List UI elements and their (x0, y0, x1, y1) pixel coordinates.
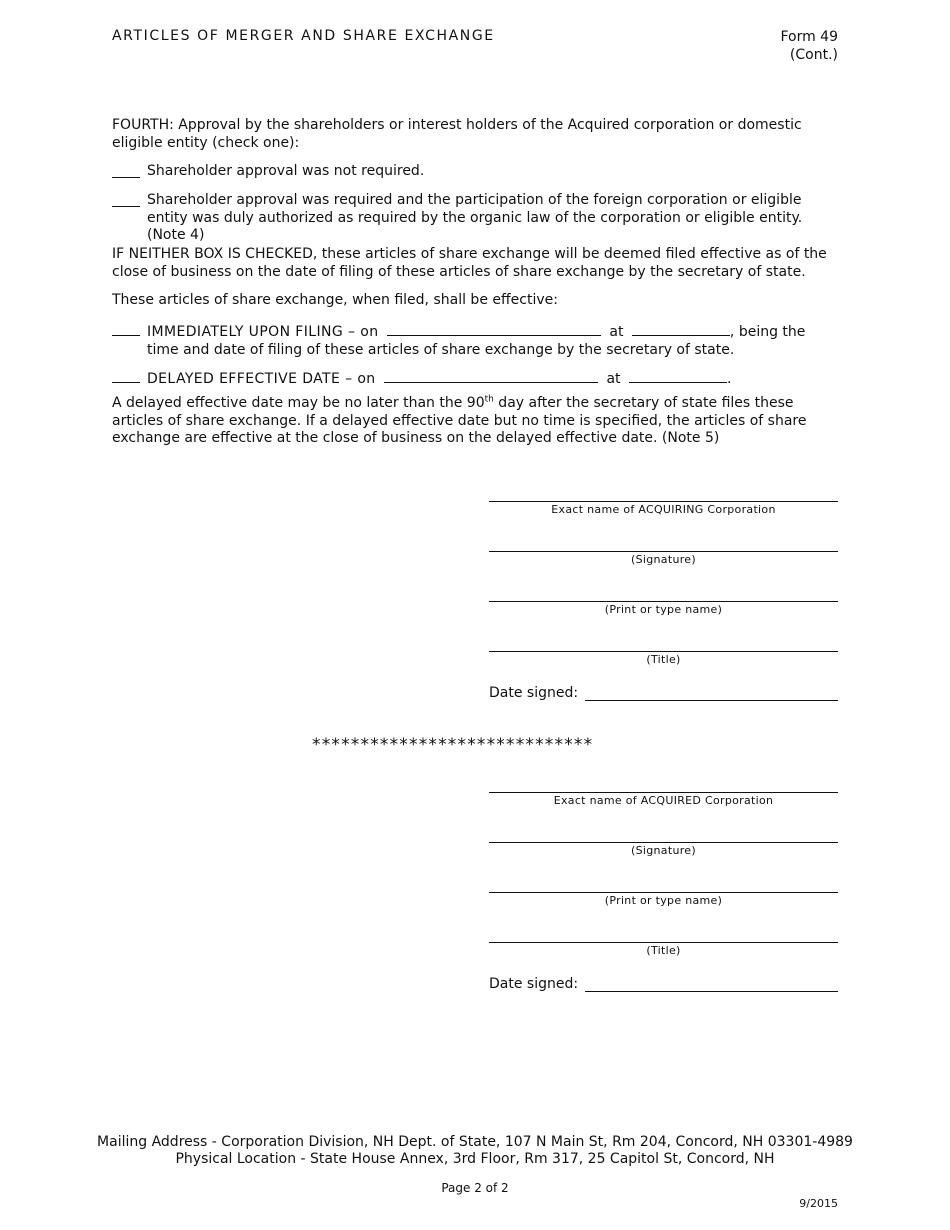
acquiring-title-field[interactable] (489, 651, 838, 652)
approval-option-not-required (112, 163, 840, 181)
delayed-time-field[interactable] (629, 368, 727, 383)
form-number-label: Form 49 (780, 29, 838, 45)
neither-box-checked-text: IF NEITHER BOX IS CHECKED, these articles of share exchange will be deemed filed effective as of the close of business on the date of filing of these articles of share exchange by the secretary of state. (112, 246, 827, 280)
fourth-article-text: FOURTH: Approval by the shareholders or interest holders of the Acquired corporation or domestic eligible entity (check one): (112, 117, 802, 151)
acquired-signature-label: (Signature) (631, 844, 696, 857)
immediate-time-field[interactable] (632, 321, 730, 336)
delayed-label: DELAYED EFFECTIVE DATE – on (147, 371, 376, 387)
acquired-name-label: Exact name of ACQUIRED Corporation (553, 794, 774, 807)
approval-required-checkbox[interactable] (112, 192, 140, 207)
physical-location: Physical Location - State House Annex, 3rd Floor, Rm 317, 25 Capitol St, Concord, NH (175, 1151, 775, 1167)
approval-option-1-text: Shareholder approval was not required. (147, 163, 425, 179)
acquired-print-name-label: (Print or type name) (604, 894, 723, 907)
acquiring-name-field[interactable] (489, 501, 838, 502)
acquiring-title-label: (Title) (646, 653, 681, 666)
approval-option-required (112, 192, 840, 245)
form-number (780, 28, 838, 64)
acquired-signature-field[interactable] (489, 842, 838, 843)
acquired-title-label: (Title) (646, 944, 681, 957)
page-number: Page 2 of 2 (441, 1181, 509, 1195)
acquiring-date-field[interactable] (585, 700, 838, 701)
acquired-title-field[interactable] (489, 942, 838, 943)
delayed-at-label: at (606, 371, 621, 387)
delayed-date-field[interactable] (384, 368, 598, 383)
immediate-continuation-text: time and date of filing of these articles of share exchange by the secretary of state. (147, 341, 735, 358)
delayed-period: . (727, 371, 732, 387)
immediate-date-field[interactable] (387, 321, 601, 336)
acquired-date-field[interactable] (585, 991, 838, 992)
acquiring-date-label: Date signed: (489, 685, 579, 701)
delayed-note-superscript: th (484, 394, 494, 405)
acquiring-name-label: Exact name of ACQUIRING Corporation (551, 503, 776, 516)
approval-not-required-checkbox[interactable] (112, 163, 140, 178)
acquiring-print-name-label: (Print or type name) (604, 603, 723, 616)
form-continued-label: (Cont.) (789, 47, 838, 63)
approval-option-2-text: Shareholder approval was required and the participation of the foreign corporation or eligible entity was duly authorized as required by the organic law of the corporation or eligible entity. (Note 4) (147, 192, 803, 243)
acquiring-print-name-field[interactable] (489, 601, 838, 602)
immediate-at-label: at (609, 324, 624, 340)
form-revision-date: 9/2015 (799, 1197, 838, 1210)
delayed-note-part-a: A delayed effective date may be no later than the 90 (112, 395, 485, 411)
acquired-name-field[interactable] (489, 792, 838, 793)
acquired-print-name-field[interactable] (489, 892, 838, 893)
delayed-effective-option (112, 368, 840, 389)
delayed-date-note (112, 395, 840, 448)
being-the-label: , being the (729, 324, 806, 340)
document-title: ARTICLES OF MERGER AND SHARE EXCHANGE (112, 28, 495, 44)
delayed-note-part-b: day after the secretary of state files these articles of share exchange. If a delayed effective date but no time is specified, the articles of share exchange are effective at the close of business on the delayed effective date. (Note 5) (112, 395, 807, 446)
acquiring-signature-field[interactable] (489, 551, 838, 552)
immediately-label: IMMEDIATELY UPON FILING – on (147, 324, 379, 340)
immediately-upon-filing-line (147, 321, 840, 359)
delayed-effective-checkbox[interactable] (112, 368, 140, 383)
acquiring-signature-label: (Signature) (631, 553, 696, 566)
effective-intro-text: These articles of share exchange, when filed, shall be effective: (112, 292, 558, 308)
acquired-date-label: Date signed: (489, 976, 579, 992)
mailing-address: Mailing Address - Corporation Division, NH Dept. of State, 107 N Main St, Rm 204, Concord, NH 03301-4989 (97, 1134, 853, 1150)
delayed-effective-line (147, 368, 840, 389)
immediately-upon-filing-checkbox[interactable] (112, 321, 140, 336)
immediately-upon-filing-option (112, 321, 840, 359)
section-separator: ***************************** (312, 735, 594, 755)
